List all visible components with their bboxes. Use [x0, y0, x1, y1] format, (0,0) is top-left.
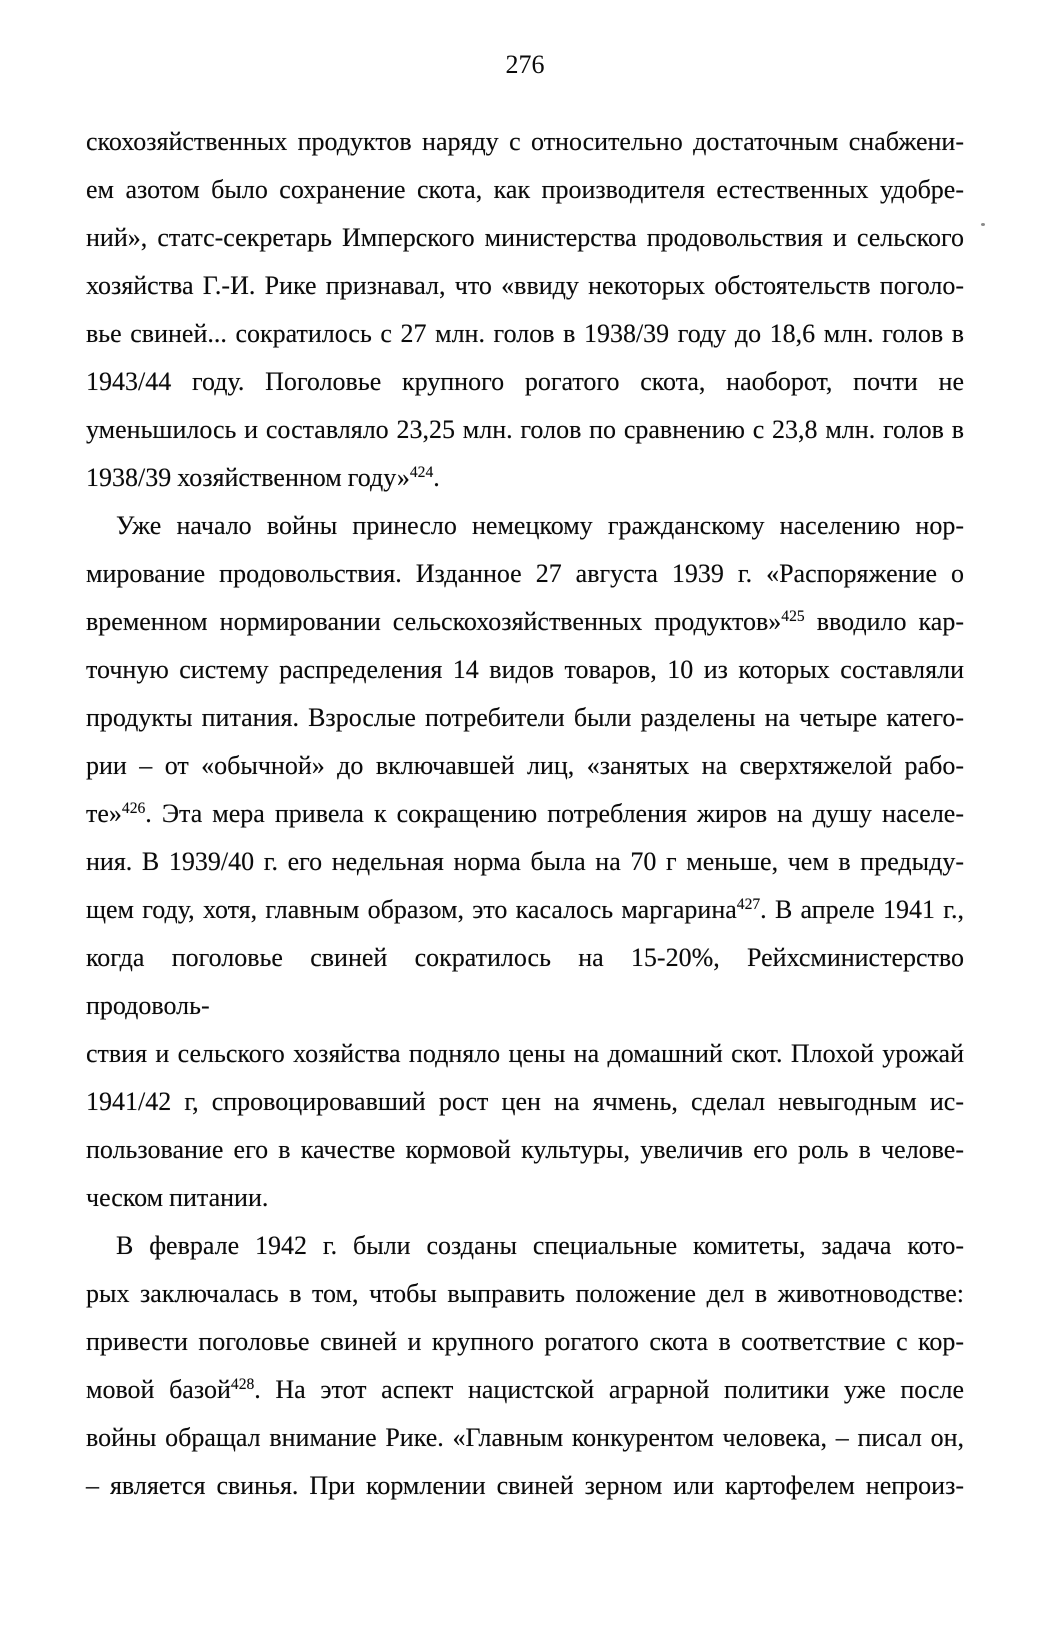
text-line: вье свиней... сократилось с 27 млн. голов в 1938/39 году до 18,6 млн. голов в: [86, 319, 964, 348]
footnote-marker: 426: [121, 800, 146, 818]
text-line: ния. В 1939/40 г. его недельная норма была на 70 г меньше, чем в предыду-: [86, 847, 964, 876]
text-line: щем году, хотя, главным образом, это касалось маргарина$^{427}$. В апреле 1941 г.,: [86, 895, 965, 924]
text-line: точную систему распределения 14 видов товаров, 10 из которых составляли: [86, 655, 964, 684]
text-line: рии – от «обычной» до включавшей лиц, «занятых на сверхтяжелой рабо-: [86, 751, 964, 780]
page-number: 276: [505, 50, 545, 79]
text-line: 1941/42 г, спровоцировавший рост цен на ячмень, сделал невыгодным ис-: [86, 1087, 964, 1116]
scan-artifact-dot: [981, 223, 985, 226]
text-line: 1943/44 году. Поголовье крупного рогатого скота, наоборот, почти не: [86, 367, 964, 396]
text-line: войны обращал внимание Рике. «Главным конкурентом человека, – писал он,: [86, 1423, 964, 1452]
text-line: когда поголовье свиней сократилось на 15-20%, Рейхсминистерство продоволь-: [86, 943, 964, 1020]
text-line: хозяйства Г.-И. Рике признавал, что «ввиду некоторых обстоятельств поголо-: [86, 271, 964, 300]
text-line: ний», статс-секретарь Имперского министерства продовольствия и сельского: [86, 223, 964, 252]
text-line: те»$^{426}$. Эта мера привела к сокращению потребления жиров на душу населе-: [86, 799, 964, 828]
footnote-marker: 424: [409, 464, 434, 482]
text-line: рых заключалась в том, чтобы выправить положение дел в животноводстве:: [86, 1279, 964, 1308]
text-line: продукты питания. Взрослые потребители были разделены на четыре катего-: [86, 703, 964, 732]
text-line: скохозяйственных продуктов наряду с относительно достаточным снабжени-: [86, 127, 964, 156]
footnote-marker: 427: [736, 896, 761, 914]
text-line: привести поголовье свиней и крупного рогатого скота в соответствие с кор-: [86, 1327, 964, 1356]
text-line: уменьшилось и составляло 23,25 млн. голов по сравнению с 23,8 млн. голов в: [86, 415, 964, 444]
text-line: ствия и сельского хозяйства подняло цены на домашний скот. Плохой урожай: [86, 1039, 964, 1068]
text-line: В феврале 1942 г. были созданы специальные комитеты, задача кото-: [116, 1231, 964, 1260]
text-line: – является свинья. При кормлении свиней зерном или картофелем непроиз-: [86, 1471, 964, 1500]
text-line: Уже начало войны принесло немецкому гражданскому населению нор-: [116, 511, 964, 540]
text-line: ческом питании.: [86, 1183, 269, 1212]
text-line: пользование его в качестве кормовой культуры, увеличив его роль в челове-: [86, 1135, 964, 1164]
text-line: 1938/39 хозяйственном году»$^{424}$.: [86, 463, 440, 492]
text-block: [86, 118, 964, 1510]
text-line: мовой базой$^{428}$. На этот аспект нацистской аграрной политики уже после: [86, 1375, 964, 1404]
footnote-marker: 428: [230, 1376, 255, 1394]
text-line: ем азотом было сохранение скота, как производителя естественных удобре-: [86, 175, 964, 204]
text-line: временном нормировании сельскохозяйственных продуктов»$^{425}$ вводило кар-: [86, 607, 964, 636]
footnote-marker: 425: [781, 608, 805, 626]
text-line: мирование продовольствия. Изданное 27 августа 1939 г. «Распоряжение о: [86, 559, 964, 588]
